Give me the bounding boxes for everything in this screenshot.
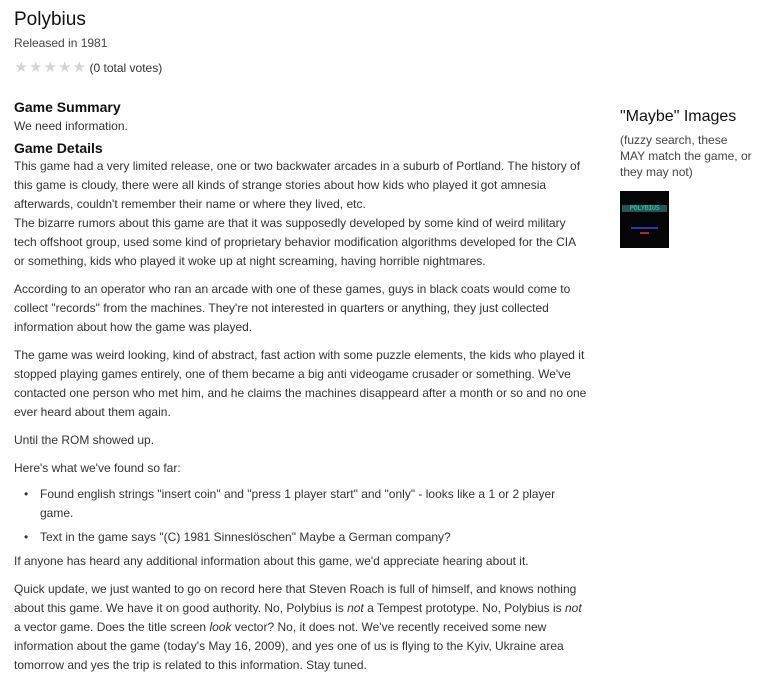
text-span: a Tempest prototype. No, Polybius is xyxy=(363,601,565,615)
star-rating-stars[interactable] xyxy=(14,60,87,76)
star-icon[interactable]: ★ xyxy=(14,59,28,76)
details-paragraph-update xyxy=(14,580,589,675)
details-paragraph: This game had a very limited release, one or two backwater arcades in a suburb of Portland. The history of this game is cloudy, there were all kinds of strange stories about how kids who played it got amnesia afterwards, couldn't remember their name or where they lived, etc. xyxy=(14,159,581,211)
text-span: a vector game. Does the title screen xyxy=(14,620,210,634)
game-main-content xyxy=(14,8,589,675)
release-year: Released in 1981 xyxy=(14,36,108,50)
emphasis: not xyxy=(564,601,582,615)
findings-list xyxy=(14,485,589,547)
thumbnail-red-line xyxy=(640,232,649,234)
star-icon[interactable]: ★ xyxy=(29,59,43,76)
star-icon[interactable]: ★ xyxy=(43,59,57,76)
maybe-images-note: (fuzzy search, these MAY match the game, or they may not) xyxy=(620,133,752,179)
star-icon[interactable]: ★ xyxy=(58,59,72,76)
list-item: • Text in the game says "(C) 1981 Sinneslöschen" Maybe a German company? xyxy=(32,528,589,547)
vote-count: (0 total votes) xyxy=(89,61,163,75)
details-heading: Game Details xyxy=(14,140,103,156)
game-title: Polybius xyxy=(14,9,86,30)
text-span: Quick update, we just wanted to go on record here that Steven Roach is full of himself, and knows nothing about this game. We have it on good authority. No, Polybius is xyxy=(14,582,577,615)
list-item: • Found english strings "insert coin" and "press 1 player start" and "only" - looks like a 1 or 2 player game. xyxy=(32,485,589,523)
summary-heading: Game Summary xyxy=(14,99,121,115)
text-span: vector? No, it does not. We've recently received some new information about the game (today's May 16, 2009), and yes one of us is flying to the Kyiv, Ukraine area tomorrow and yes the trip is related to this information. Stay tuned. xyxy=(14,620,564,672)
details-paragraph: Until the ROM showed up. xyxy=(14,433,155,447)
summary-text: We need information. xyxy=(14,119,128,133)
thumbnail-blue-line xyxy=(631,227,658,229)
details-paragraph: Here's what we've found so far: xyxy=(14,461,181,475)
maybe-images-heading: "Maybe" Images xyxy=(620,108,737,125)
emphasis: look xyxy=(209,620,232,634)
details-paragraph: The game was weird looking, kind of abstract, fast action with some puzzle elements, the kids who played it stopped playing games entirely, one of them became a big anti videogame crusader or something. We've contacted one person who met him, and he claims the machines disappeard after a month or so and no one ever heard about them again. xyxy=(14,348,587,419)
details-paragraph: According to an operator who ran an arcade with one of these games, guys in black coats would come to collect "records" from the machines. They're not interested in quarters or anything, they just collected information about how the game was played. xyxy=(14,282,571,334)
details-paragraph: If anyone has heard any additional information about this game, we'd appreciate hearing about it. xyxy=(14,554,529,568)
maybe-images-sidebar xyxy=(620,107,755,248)
star-icon[interactable]: ★ xyxy=(72,59,86,76)
maybe-image-thumbnail[interactable] xyxy=(620,191,669,248)
emphasis: not xyxy=(347,601,364,615)
star-rating xyxy=(14,60,589,76)
thumbnail-logo-text: POLYBIUS xyxy=(622,205,667,212)
details-paragraph: The bizarre rumors about this game are that it was supposedly developed by some kind of weird military tech offshoot group, used some kind of proprietary behavior modification algorithms developed for the CIA or something, kids who played it woke up at night screaming, having horrible nightmares. xyxy=(14,216,576,268)
